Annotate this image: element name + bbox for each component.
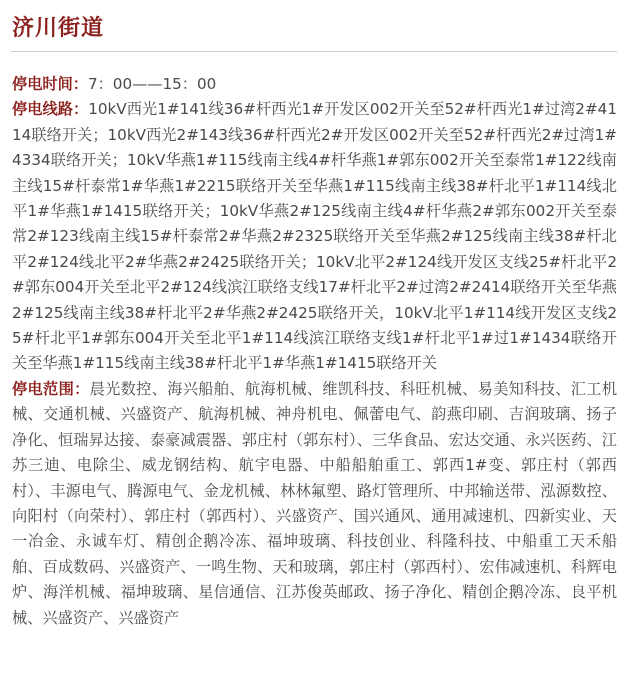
title-divider: [11, 51, 617, 52]
page-title: 济川街道: [12, 16, 105, 41]
outage-notice: [12, 72, 617, 631]
outage-scope-value: 晨光数控、海兴船舶、航海机械、维凯科技、科旺机械、易美知科技、汇工机械、交通机械、兴盛资产、航海机械、神舟机电、佩蕾电气、韵燕印刷、吉润玻璃、扬子净化、恒瑞昇达接、泰豪减震器、郭庄村（郭东村）、三华食品、宏达交通、永兴医药、江苏三迪、电除尘、威龙钢结构、航宇电器、中船船舶重工、郭西1#变、郭庄村（郭西村）、丰源电气、腾源电气、金龙机械、林林氟塑、路灯管理所、中邦输送带、泓源数控、向阳村（向荣村）、郭庄村（郭西村）、兴盛资产、国兴通风、通用减速机、四新实业、天一冶金、永诚车灯、精创企鹅冷冻、福坤玻璃、科技创业、科隆科技、中船重工天禾船舶、百成数码、兴盛资产、一鸣生物、天和玻璃，郭庄村（郭西村）、宏伟减速机、科辉电炉、海洋机械、福坤玻璃、星信通信、江苏俊英邮政、扬子净化、精创企鹅冷冻、良平机械、兴盛资产、兴盛资产: [12, 379, 618, 627]
outage-lines-value: 10kV西光1#141线36#杆西光1#开发区002开关至52#杆西光1#过湾2#4114联络开关；10kV西光2#143线36#杆西光2#开发区002开关至52#杆西光2#过湾1#4334联络开关；10kV华燕1#115线南主线4#杆华燕1#郭东002开关至泰常1#122线南主线15#杆泰常1#华燕1#2215联络开关至华燕1#115线南主线38#杆北平1#114线北平1#华燕1#1415联络开关；10kV华燕2#125线南主线4#杆华燕2#郭东002开关至泰常2#123线南主线15#杆泰常2#华燕2#2325联络开关至华燕2#125线南主线38#杆北平2#124线北平2#华燕2#2425联络开关；10kV北平2#124线开发区支线25#杆北平2#郭东004开关至北平2#124线滨江联络支线17#杆北平2#过湾2#2414联络开关至华燕2#125线南主线38#杆北平2#华燕2#2425联络开关，10kV北平1#114线开发区支线25#杆北平1#郭东004开关至北平1#114线滨江联络支线1#杆北平1#过1#1434联络开关至华燕1#115线南主线38#杆北平1#华燕1#1415联络开关: [12, 100, 618, 373]
outage-scope-paragraph: [12, 377, 617, 631]
outage-time-paragraph: [12, 72, 617, 97]
outage-lines-label: 停电线路：: [12, 100, 89, 119]
outage-lines-paragraph: [12, 97, 617, 376]
outage-time-value: 7：00——15：00: [87, 75, 217, 93]
outage-scope-label: 停电范围：: [12, 379, 90, 398]
outage-time-label: 停电时间：: [12, 75, 88, 93]
